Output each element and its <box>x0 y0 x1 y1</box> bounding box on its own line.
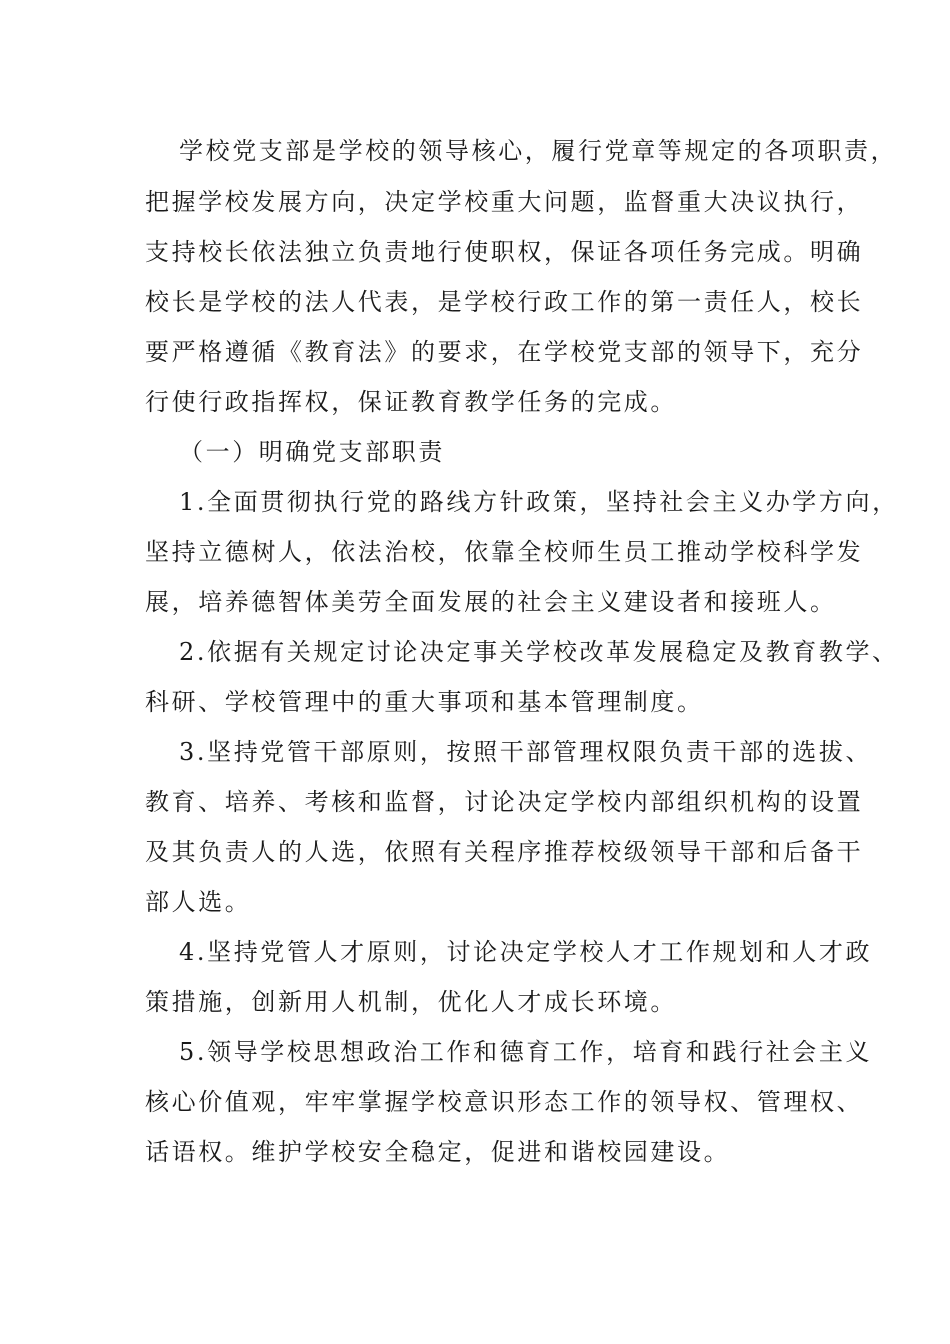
section-heading: （一）明确党支部职责 <box>179 438 445 466</box>
text-line-2: 把握学校发展方向，决定学校重大问题，监督重大决议执行， <box>145 188 864 216</box>
text-line-item-2b: 科研、学校管理中的重大事项和基本管理制度。 <box>145 688 704 716</box>
text-line-item-5a: 5.领导学校思想政治工作和德育工作，培育和践行社会主义 <box>179 1038 873 1066</box>
text-line-item-2a: 2.依据有关规定讨论决定事关学校改革发展稳定及教育教学、 <box>179 638 899 666</box>
text-line-item-5c: 话语权。维护学校安全稳定，促进和谐校园建设。 <box>145 1138 731 1166</box>
text-line-6: 行使行政指挥权，保证教育教学任务的完成。 <box>145 388 677 416</box>
text-line-item-3c: 及其负责人的人选，依照有关程序推荐校级领导干部和后备干 <box>145 838 864 866</box>
text-line-item-4a: 4.坚持党管人才原则，讨论决定学校人才工作规划和人才政 <box>179 938 873 966</box>
text-line-item-1b: 坚持立德树人，依法治校，依靠全校师生员工推动学校科学发 <box>145 538 864 566</box>
text-line-item-1c: 展，培养德智体美劳全面发展的社会主义建设者和接班人。 <box>145 588 837 616</box>
text-line-5: 要严格遵循《教育法》的要求，在学校党支部的领导下，充分 <box>145 338 864 366</box>
text-line-item-3d: 部人选。 <box>145 888 252 916</box>
text-line-1: 学校党支部是学校的领导核心，履行党章等规定的各项职责， <box>179 137 898 165</box>
text-line-item-3b: 教育、培养、考核和监督，讨论决定学校内部组织机构的设置 <box>145 788 864 816</box>
text-line-item-3a: 3.坚持党管干部原则，按照干部管理权限负责干部的选拔、 <box>179 738 873 766</box>
text-line-item-4b: 策措施，创新用人机制，优化人才成长环境。 <box>145 988 677 1016</box>
text-line-item-1a: 1.全面贯彻执行党的路线方针政策，坚持社会主义办学方向， <box>179 488 899 516</box>
text-line-4: 校长是学校的法人代表，是学校行政工作的第一责任人，校长 <box>145 288 864 316</box>
text-line-item-5b: 核心价值观，牢牢掌握学校意识形态工作的领导权、管理权、 <box>145 1088 864 1116</box>
text-line-3: 支持校长依法独立负责地行使职权，保证各项任务完成。明确 <box>145 238 864 266</box>
